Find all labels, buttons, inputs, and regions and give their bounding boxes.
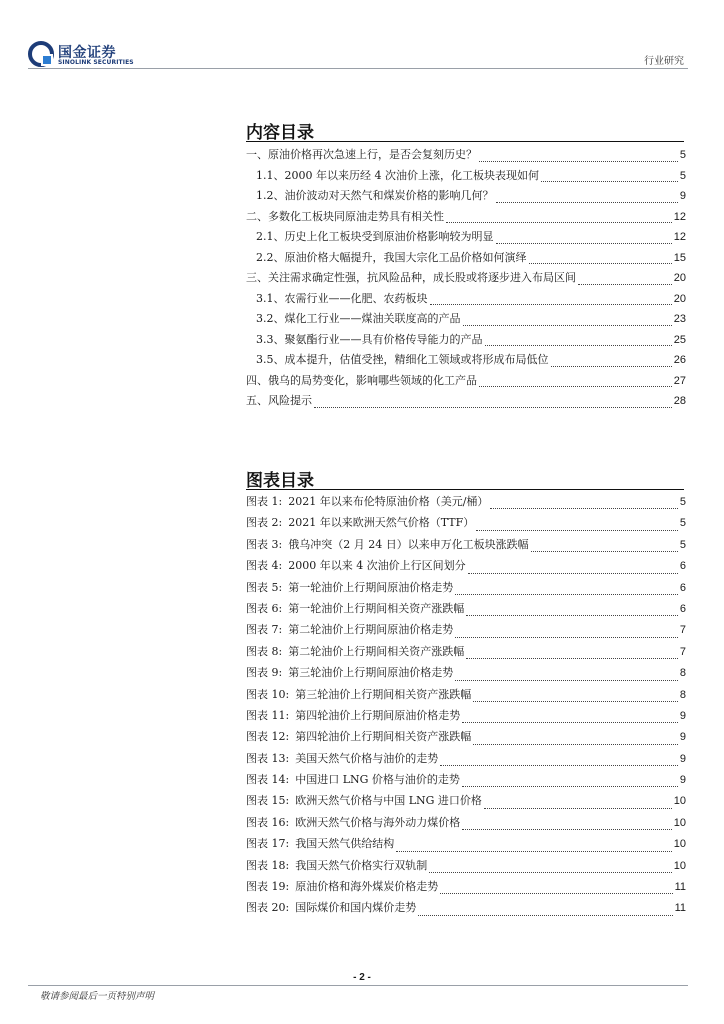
toc-title: 内容目录 xyxy=(246,123,314,143)
figure-entry-label: 国际煤价和国内煤价走势 xyxy=(295,901,417,915)
dot-leader xyxy=(463,324,672,326)
figure-entry[interactable] xyxy=(246,621,686,642)
toc-entry-label: 3.3、聚氨酯行业——具有价格传导能力的产品 xyxy=(256,332,483,346)
toc-entry[interactable] xyxy=(246,290,686,311)
figure-entry-label: 第二轮油价上行期间相关资产涨跌幅 xyxy=(288,644,465,658)
dot-leader xyxy=(462,828,672,830)
dot-leader xyxy=(466,614,678,616)
figure-entry-number: 图表 7: xyxy=(246,623,283,637)
figure-entry-number: 图表 17: xyxy=(246,837,290,851)
dot-leader xyxy=(396,850,672,852)
toc-entry[interactable] xyxy=(246,249,686,270)
dot-leader xyxy=(440,764,678,766)
figure-entry-label: 2021 年以来布伦特原油价格（美元/桶） xyxy=(288,495,489,508)
figure-entry[interactable] xyxy=(246,899,686,920)
figure-entry-page: 6 xyxy=(679,581,686,594)
figure-entry-label: 欧洲天然气价格与海外动力煤价格 xyxy=(295,815,461,829)
logo-chinese-name: 国金证券 xyxy=(58,45,116,61)
toc-entry-label: 2.1、历史上化工板块受到原油价格影响较为明显 xyxy=(256,230,494,243)
figure-entry-number: 图表 14: xyxy=(246,773,290,787)
toc-entry-page: 23 xyxy=(673,313,686,325)
figure-entry-number: 图表 3: xyxy=(246,537,283,551)
figure-entry-label: 第四轮油价上行期间相关资产涨跌幅 xyxy=(295,730,472,744)
toc-entry[interactable] xyxy=(246,208,686,229)
figure-entry-number: 图表 5: xyxy=(246,580,283,594)
dot-leader xyxy=(484,807,672,809)
figure-list-title: 图表目录 xyxy=(246,471,314,491)
dot-leader xyxy=(455,636,678,638)
figure-entry-label: 中国进口 LNG 价格与油价的走势 xyxy=(295,773,460,787)
figure-entry-number: 图表 11: xyxy=(246,708,290,722)
figure-list-title-underline xyxy=(246,489,684,490)
dot-leader xyxy=(531,550,678,552)
dot-leader xyxy=(496,201,678,203)
figure-entry-number: 图表 12: xyxy=(246,730,290,744)
toc-title-underline xyxy=(246,141,684,142)
figure-entry-page: 10 xyxy=(673,838,686,851)
toc-entry-page: 5 xyxy=(679,149,686,161)
figure-list xyxy=(246,493,686,921)
toc-entry-label: 四、俄乌的局势变化，影响哪些领域的化工产品 xyxy=(246,373,477,387)
figure-entry-number: 图表 13: xyxy=(246,751,290,765)
dot-leader xyxy=(446,221,672,223)
footer-divider xyxy=(28,985,688,986)
figure-entry-number: 图表 2: xyxy=(246,516,283,530)
figure-entry[interactable] xyxy=(246,493,686,514)
page-header xyxy=(0,0,724,72)
toc-entry-label: 二、多数化工板块同原油走势具有相关性 xyxy=(246,209,444,223)
dot-leader xyxy=(473,700,678,702)
figure-entry-label: 我国天然气供给结构 xyxy=(295,837,395,851)
figure-entry-label: 美国天然气价格与油价的走势 xyxy=(295,751,439,765)
toc-entry-label: 一、原油价格再次急速上行，是否会复刻历史？ xyxy=(246,148,477,161)
toc-entry-page: 12 xyxy=(673,210,686,223)
figure-entry-label: 第三轮油价上行期间相关资产涨跌幅 xyxy=(295,687,472,701)
figure-entry-number: 图表 4: xyxy=(246,559,283,573)
figure-entry-page: 5 xyxy=(679,538,686,551)
dot-leader xyxy=(440,892,672,894)
dot-leader xyxy=(479,160,678,162)
figure-entry-number: 图表 16: xyxy=(246,815,290,829)
disclaimer-note: 敬请参阅最后一页特别声明 xyxy=(40,991,155,1002)
figure-entry-label: 第二轮油价上行期间原油价格走势 xyxy=(288,623,454,637)
dot-leader xyxy=(455,593,678,595)
toc-entry-label: 3.5、成本提升，估值受挫，精细化工领域或将形成布局低位 xyxy=(256,353,549,366)
toc-entry-label: 三、关注需求确定性强，抗风险品种，成长股或将逐步进入布局区间 xyxy=(246,271,576,284)
figure-entry-number: 图表 18: xyxy=(246,858,290,872)
figure-entry[interactable] xyxy=(246,814,686,835)
dot-leader xyxy=(462,785,678,787)
figure-entry-number: 图表 9: xyxy=(246,666,283,680)
figure-entry-label: 第一轮油价上行期间原油价格走势 xyxy=(288,580,454,594)
figure-entry[interactable] xyxy=(246,857,686,878)
figure-entry-label: 2000 年以来 4 次油价上行区间划分 xyxy=(288,559,466,573)
dot-leader xyxy=(466,657,678,659)
header-divider xyxy=(28,68,688,69)
figure-entry-label: 欧洲天然气价格与中国 LNG 进口价格 xyxy=(295,794,482,808)
figure-entry[interactable] xyxy=(246,600,686,621)
toc-entry[interactable] xyxy=(246,167,686,188)
figure-entry[interactable] xyxy=(246,514,686,535)
figure-entry[interactable] xyxy=(246,686,686,707)
toc-entry-page: 5 xyxy=(679,169,686,182)
dot-leader xyxy=(468,572,678,574)
company-logo xyxy=(28,41,140,69)
toc-entry[interactable] xyxy=(246,146,686,167)
figure-entry[interactable] xyxy=(246,878,686,899)
dot-leader xyxy=(476,529,678,531)
dot-leader xyxy=(429,871,672,873)
toc-entry-page: 28 xyxy=(673,395,686,407)
logo-english-name: SINOLINK SECURITIES xyxy=(58,59,134,66)
page-number: - 2 - xyxy=(353,972,371,983)
figure-entry-page: 8 xyxy=(679,667,686,680)
figure-entry-page: 10 xyxy=(673,795,686,808)
figure-entry-page: 9 xyxy=(679,731,686,744)
figure-entry-number: 图表 15: xyxy=(246,794,290,808)
figure-entry-page: 7 xyxy=(679,645,686,658)
toc-entry-page: 12 xyxy=(673,231,686,243)
figure-entry-label: 2021 年以来欧洲天然气价格（TTF） xyxy=(288,516,475,530)
figure-entry-label: 俄乌冲突（2 月 24 日）以来申万化工板块涨跌幅 xyxy=(288,537,529,551)
figure-entry-number: 图表 1: xyxy=(246,495,283,508)
toc-entry-page: 15 xyxy=(673,251,686,264)
dot-leader xyxy=(551,365,672,367)
figure-entry[interactable] xyxy=(246,707,686,728)
toc-entry[interactable] xyxy=(246,310,686,331)
figure-entry-page: 9 xyxy=(679,752,686,765)
report-type-label: 行业研究 xyxy=(644,56,684,67)
figure-entry-page: 10 xyxy=(673,859,686,872)
figure-entry-page: 6 xyxy=(679,602,686,615)
figure-entry-page: 11 xyxy=(674,902,686,915)
dot-leader xyxy=(479,385,672,387)
figure-entry[interactable] xyxy=(246,664,686,685)
dot-leader xyxy=(314,406,672,408)
figure-entry-number: 图表 8: xyxy=(246,644,283,658)
figure-entry-number: 图表 10: xyxy=(246,687,290,701)
toc-entry-label: 1.2、油价波动对天然气和煤炭价格的影响几何？ xyxy=(256,189,494,202)
figure-entry-label: 第四轮油价上行期间原油价格走势 xyxy=(295,708,461,722)
toc-entry-page: 27 xyxy=(673,374,686,387)
dot-leader xyxy=(490,507,677,509)
dot-leader xyxy=(496,242,672,244)
figure-entry[interactable] xyxy=(246,750,686,771)
toc-entry[interactable] xyxy=(246,228,686,249)
dot-leader xyxy=(485,344,672,346)
dot-leader xyxy=(578,283,672,285)
figure-entry-number: 图表 19: xyxy=(246,880,290,894)
toc-entry[interactable] xyxy=(246,351,686,372)
dot-leader xyxy=(455,679,678,681)
toc-entry-label: 1.1、2000 年以来历经 4 次油价上涨，化工板块表现如何 xyxy=(256,168,539,182)
dot-leader xyxy=(462,721,678,723)
figure-entry-page: 5 xyxy=(679,517,686,530)
dot-leader xyxy=(418,914,672,916)
toc-entry-label: 3.1、农需行业——化肥、农药板块 xyxy=(256,291,428,305)
figure-entry-label: 第三轮油价上行期间原油价格走势 xyxy=(288,666,454,680)
toc-entry-page: 9 xyxy=(679,190,686,202)
toc-entry-label: 五、风险提示 xyxy=(246,394,312,407)
figure-entry-page: 11 xyxy=(674,881,686,894)
figure-entry[interactable] xyxy=(246,557,686,578)
toc-entry[interactable] xyxy=(246,187,686,208)
figure-entry-label: 第一轮油价上行期间相关资产涨跌幅 xyxy=(288,601,465,615)
toc-entry-page: 20 xyxy=(673,292,686,305)
figure-entry-page: 8 xyxy=(679,688,686,701)
toc-entry-label: 3.2、煤化工行业——煤油关联度高的产品 xyxy=(256,312,461,325)
figure-entry-label: 原油价格和海外煤炭价格走势 xyxy=(295,880,439,894)
figure-entry[interactable] xyxy=(246,579,686,600)
figure-entry-label: 我国天然气价格实行双轨制 xyxy=(295,858,428,872)
figure-entry-page: 7 xyxy=(679,624,686,637)
toc-entry-label: 2.2、原油价格大幅提升，我国大宗化工品价格如何演绎 xyxy=(256,250,527,264)
dot-leader xyxy=(541,180,678,182)
toc-entry[interactable] xyxy=(246,331,686,352)
figure-entry-page: 6 xyxy=(679,560,686,573)
toc-entry[interactable] xyxy=(246,372,686,393)
figure-entry-number: 图表 20: xyxy=(246,901,290,915)
figure-entry[interactable] xyxy=(246,771,686,792)
dot-leader xyxy=(473,743,678,745)
figure-entry[interactable] xyxy=(246,792,686,813)
figure-entry[interactable] xyxy=(246,643,686,664)
toc-entry-page: 26 xyxy=(673,354,686,366)
toc-entry[interactable] xyxy=(246,269,686,290)
toc-list xyxy=(246,146,686,413)
figure-entry[interactable] xyxy=(246,536,686,557)
toc-entry-page: 25 xyxy=(673,333,686,346)
figure-entry-page: 9 xyxy=(679,709,686,722)
figure-entry-number: 图表 6: xyxy=(246,601,283,615)
figure-entry-page: 9 xyxy=(679,774,686,787)
logo-mark-icon xyxy=(28,41,54,67)
dot-leader xyxy=(430,303,672,305)
figure-entry-page: 5 xyxy=(679,496,686,508)
figure-entry[interactable] xyxy=(246,728,686,749)
figure-entry-page: 10 xyxy=(673,816,686,829)
toc-entry[interactable] xyxy=(246,392,686,413)
toc-entry-page: 20 xyxy=(673,272,686,284)
figure-entry[interactable] xyxy=(246,835,686,856)
dot-leader xyxy=(529,262,672,264)
